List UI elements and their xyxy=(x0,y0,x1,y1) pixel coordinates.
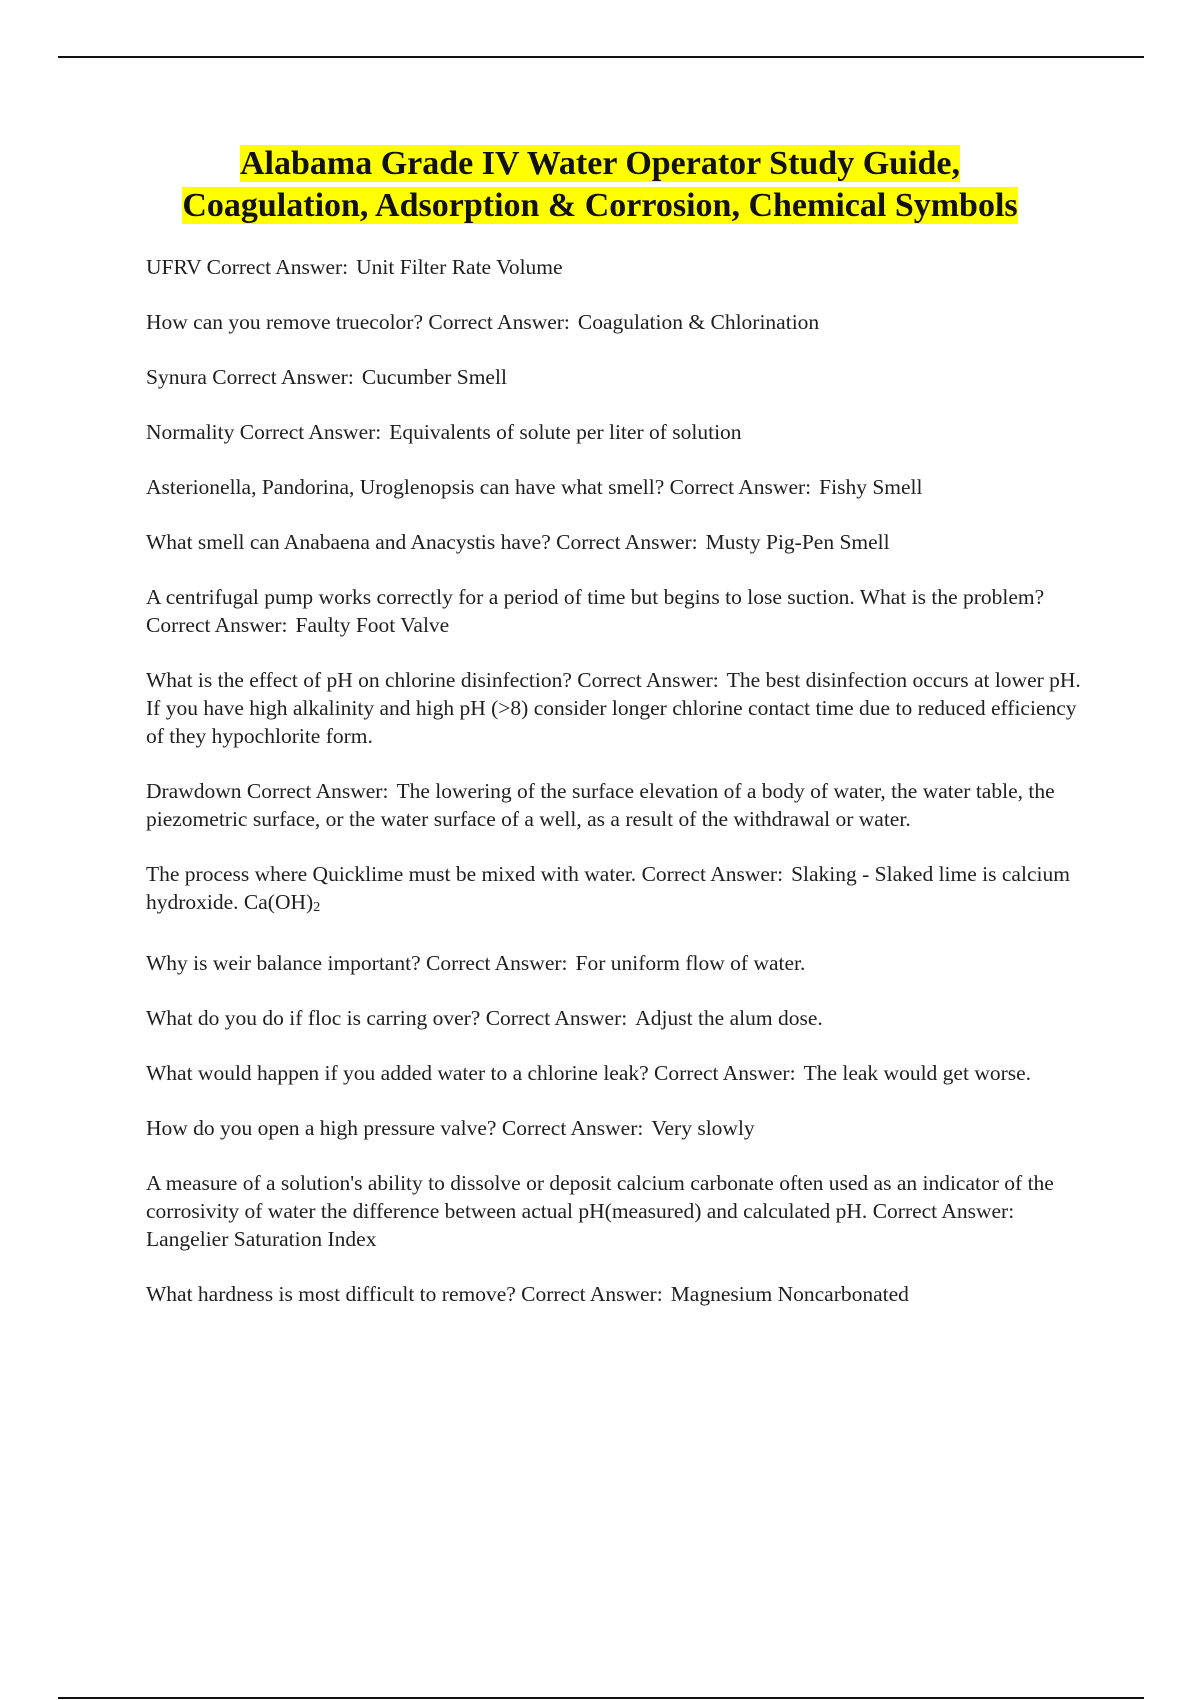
answer-label: Correct Answer: xyxy=(501,1116,644,1140)
answer-label: Correct Answer: xyxy=(426,951,568,975)
qa-item xyxy=(146,1169,1096,1253)
question-text: Drawdown xyxy=(146,779,242,803)
question-text: The process where Quicklime must be mixed with water. xyxy=(146,862,637,886)
qa-item xyxy=(146,308,1096,336)
answer-text: Very slowly xyxy=(651,1116,755,1140)
qa-item xyxy=(146,418,1096,446)
question-text: How can you remove truecolor? xyxy=(146,310,424,334)
answer-label: Correct Answer: xyxy=(212,365,354,389)
answer-label: Correct Answer: xyxy=(239,420,382,444)
answer-label: Correct Answer: xyxy=(146,613,288,637)
answer-label: Correct Answer: xyxy=(246,779,389,803)
qa-item xyxy=(146,363,1096,391)
qa-item xyxy=(146,253,1096,281)
question-text: UFRV xyxy=(146,255,202,279)
qa-item xyxy=(146,1059,1096,1087)
answer-text: For uniform flow of water. xyxy=(575,951,806,975)
qa-item xyxy=(146,528,1096,556)
question-text: A measure of a solution's ability to dissolve or deposit calcium carbonate often used as an indicator of the corrosivity of water the difference between actual pH(measured) and calculated pH. xyxy=(146,1171,1054,1223)
footer-rule xyxy=(58,1697,1144,1699)
answer-text: Faulty Foot Valve xyxy=(295,613,450,637)
answer-text: Unit Filter Rate Volume xyxy=(356,255,563,279)
answer-text: Equivalents of solute per liter of solution xyxy=(389,420,742,444)
question-text: A centrifugal pump works correctly for a period of time but begins to lose suction. What is the problem? xyxy=(146,585,1045,609)
title-line-1: Alabama Grade IV Water Operator Study Guide, xyxy=(239,145,961,182)
answer-label: Correct Answer: xyxy=(485,1006,628,1030)
question-text: Normality xyxy=(146,420,235,444)
qa-item xyxy=(146,666,1096,750)
answer-text: Fishy Smell xyxy=(819,475,923,499)
answer-text: Langelier Saturation Index xyxy=(146,1227,377,1251)
question-text: Why is weir balance important? xyxy=(146,951,421,975)
answer-label: Correct Answer: xyxy=(872,1199,1015,1223)
header-rule xyxy=(58,56,1144,58)
question-text: Synura xyxy=(146,365,207,389)
qa-list xyxy=(146,253,1096,1335)
answer-label: Correct Answer: xyxy=(654,1061,796,1085)
answer-label: Correct Answer: xyxy=(577,668,719,692)
chemical-subscript: 2 xyxy=(313,900,321,915)
qa-item xyxy=(146,473,1096,501)
answer-text: Coagulation & Chlorination xyxy=(577,310,820,334)
answer-text: Slaking - Slaked lime is calcium hydroxide. Ca(OH) xyxy=(146,862,1070,914)
qa-item xyxy=(146,949,1096,977)
qa-item xyxy=(146,1004,1096,1032)
question-text: What would happen if you added water to a chlorine leak? xyxy=(146,1061,649,1085)
answer-text: Magnesium Noncarbonated xyxy=(670,1282,909,1306)
answer-label: Correct Answer: xyxy=(428,310,570,334)
answer-text: The leak would get worse. xyxy=(803,1061,1032,1085)
answer-label: Correct Answer: xyxy=(521,1282,663,1306)
answer-label: Correct Answer: xyxy=(641,862,784,886)
question-text: Asterionella, Pandorina, Uroglenopsis can have what smell? xyxy=(146,475,665,499)
qa-item xyxy=(146,1280,1096,1308)
question-text: What hardness is most difficult to remove? xyxy=(146,1282,516,1306)
answer-text: The best disinfection occurs at lower pH. If you have high alkalinity and high pH (>8) consider longer chlorine contact time due to reduced efficiency of they hypochlorite form. xyxy=(146,668,1081,748)
qa-item xyxy=(146,583,1096,639)
question-text: What smell can Anabaena and Anacystis have? xyxy=(146,530,551,554)
question-text: What is the effect of pH on chlorine disinfection? xyxy=(146,668,572,692)
answer-label: Correct Answer: xyxy=(669,475,812,499)
qa-item xyxy=(146,777,1096,833)
document-title xyxy=(0,143,1200,227)
qa-item xyxy=(146,1114,1096,1142)
question-text: How do you open a high pressure valve? xyxy=(146,1116,497,1140)
qa-item xyxy=(146,860,1096,922)
title-line-2: Coagulation, Adsorption & Corrosion, Chemical Symbols xyxy=(182,187,1018,224)
answer-text: The lowering of the surface elevation of a body of water, the water table, the piezometric surface, or the water surface of a well, as a result of the withdrawal or water. xyxy=(146,779,1055,831)
answer-label: Correct Answer: xyxy=(206,255,349,279)
question-text: What do you do if floc is carring over? xyxy=(146,1006,481,1030)
answer-text: Musty Pig-Pen Smell xyxy=(705,530,890,554)
answer-label: Correct Answer: xyxy=(556,530,698,554)
answer-text: Adjust the alum dose. xyxy=(635,1006,823,1030)
answer-text: Cucumber Smell xyxy=(361,365,507,389)
